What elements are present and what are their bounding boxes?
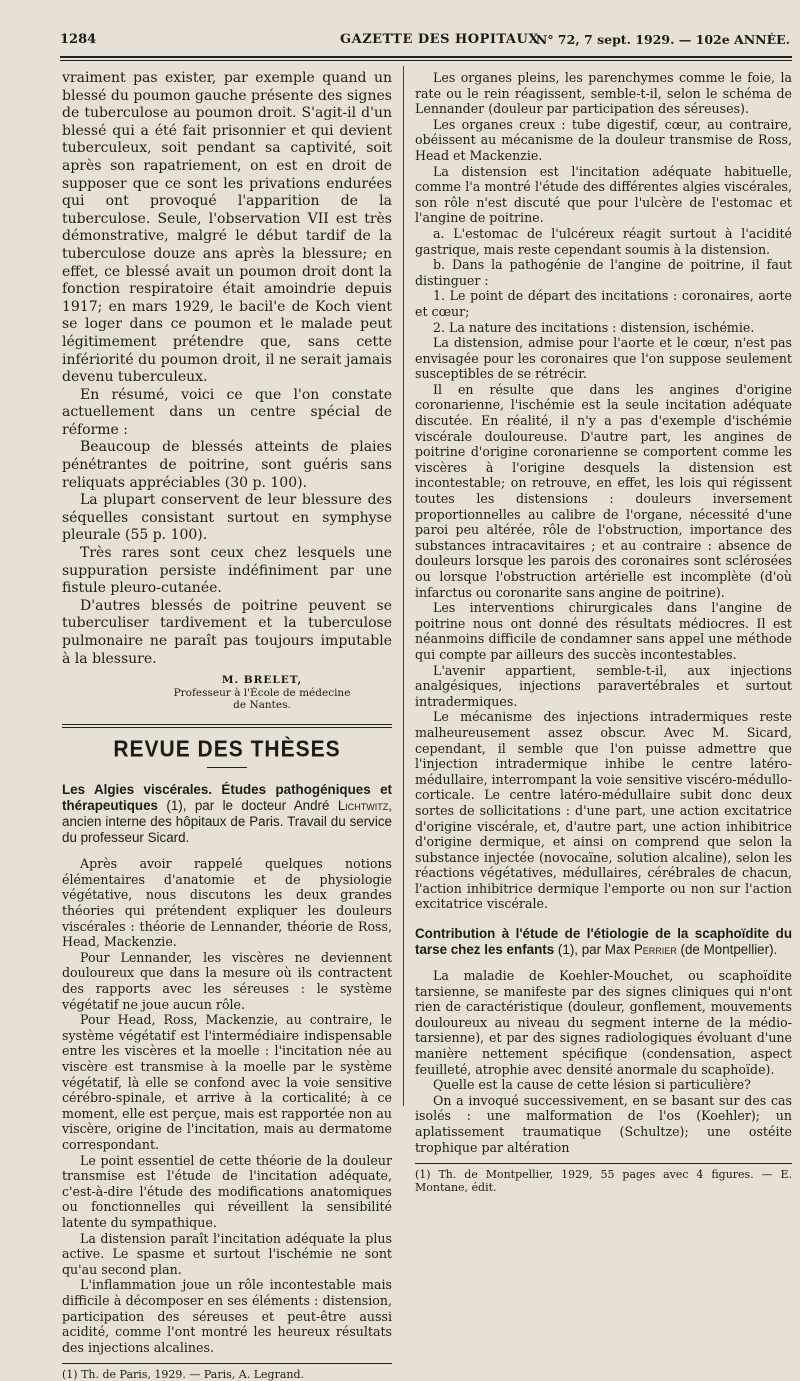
issue-info: N° 72, 7 sept. 1929. — 102e ANNÉE.: [535, 32, 790, 47]
paragraph: La maladie de Koehler-Mouchet, ou scaphoïdite tarsienne, se manifeste par des signes cliniques qui n'ont rien de caractéristique (douleur, gonflement, mouvements douloureux au niveau du segment interne de la médio-tarsienne), et par des signes radiologiques évoluant d'une manière nettement spécifique (condensation, aspect feuilleté, atrophie avec densité anormale du scaphoïde).: [415, 968, 792, 1077]
paragraph: Le mécanisme des injections intradermiques reste malheureusement assez obscur. Avec M. Sicard, cependant, il semble que l'on puisse admettre que l'injection intradermique inhibe le centre latéro-médullaire, interrompant la voie sensitive viscéro-médullo-corticale. Le centre latéro-médullaire subit donc deux sortes de sollicitations : d'une part, une action excitatrice d'origine viscérale, et, d'autre part, une action inhibitrice d'origine dermique, et ainsi on comprend que selon la substance injectée (novocaïne, solution alcaline), selon les réactions végétatives, médullaires, cérébrales de chacun, l'action inhibitrice dermique l'emporte ou non sur l'action excitatrice viscérale.: [415, 709, 792, 912]
paragraph: L'inflammation joue un rôle incontestable mais difficile à décomposer en ses éléments : distension, participation des séreuses et peut-être aussi acidité, comme l'ont montré les heureux résultats des injections alcalines.: [62, 1277, 392, 1355]
paragraph: a. L'estomac de l'ulcéreux réagit surtout à l'acidité gastrique, mais reste cependant soumis à la distension.: [415, 225, 792, 257]
paragraph: Quelle est la cause de cette lésion si particulière?: [433, 1077, 751, 1093]
article-title-ref: (1), par Max: [557, 942, 631, 958]
paragraph: Le point essentiel de cette théorie de la douleur transmise est l'étude de l'incitation adéquate, c'est-à-dire l'étude des modifications anatomiques ou fonctionnelles qui réveillent la sensibilité latente du sympathique.: [62, 1152, 392, 1230]
section-rule-thin: [62, 727, 392, 728]
title-ornament-rule: [207, 767, 247, 768]
paragraph: La distension est l'incitation adéquate habituelle, comme l'a montré l'étude des différentes algies viscérales, son rôle n'est discuté que pour l'ulcère de l'estomac et l'angine de poitrine.: [415, 163, 792, 226]
article-author: Lichtwitz: [337, 798, 389, 814]
footnote-rule: [62, 1363, 392, 1364]
header-rule-thin: [60, 60, 792, 61]
signature-place: de Nantes.: [233, 699, 291, 712]
paragraph: Les organes creux : tube digestif, cœur, au contraire, obéissent au mécanisme de la douleur transmise de Ross, Head et Mackenzie.: [415, 116, 792, 163]
journal-title: GAZETTE DES HOPITAUX: [340, 32, 539, 47]
paragraph: La distension paraît l'incitation adéquate la plus active. Le spasme et surtout l'ischémie ne sont qu'au second plan.: [62, 1230, 392, 1277]
paragraph: Les organes pleins, les parenchymes comme le foie, la rate ou le rein réagissent, semble-t-il, selon le schéma de Lennander (douleur par participation des séreuses).: [415, 70, 792, 117]
paragraph: Beaucoup de blessés atteints de plaies pénétrantes de poitrine, sont guéris sans reliquats appréciables (30 p. 100).: [62, 439, 392, 491]
signature-name: M. BRELET,: [221, 674, 303, 687]
footnote-rule: [415, 1163, 792, 1164]
right-column: [415, 70, 792, 1194]
paragraph: Après avoir rappelé quelques notions élémentaires d'anatomie et de physiologie végétative, nous discutons les deux grandes théories qui prétendent expliquer les douleurs viscérales : théorie de Lennander, théorie de Ross, Head, Mackenzie.: [62, 856, 392, 950]
footnote: (1) Th. de Montpellier, 1929, 55 pages avec 4 figures. — E. Montane, édit.: [415, 1168, 792, 1195]
paragraph: Les interventions chirurgicales dans l'angine de poitrine nous ont donné des résultats médiocres. Il est néanmoins difficile de condamner sans appel une méthode qui compte par ailleurs des succès incontestables.: [415, 600, 792, 662]
article-title: [415, 926, 792, 958]
paragraph: Il en résulte que dans les angines d'origine coronarienne, l'ischémie est la seule incitation adéquate discutée. En réalité, il n'y a pas d'exemple d'ischémie viscérale douloureuse. D'autre part, les angines de poitrine d'origine coronarienne se comportent comme les viscères à l'origine desquels la distension est incontestable; on retrouve, en effet, les lois qui régissent toutes les distensions : douleurs inversement proportionnelles au calibre de l'organe, nécessité d'une paroi peu altérée, rôle de l'obstruction, importance des substances intracavitaires ; et au contraire : absence de douleurs lorsque les parois des coronaires sont sclérosées ou lorsque l'obstruction artérielle est incomplète (d'où infarctus ou coronarite sans angine de poitrine).: [415, 381, 792, 600]
article-title-tail: , ancien interne des hôpitaux de Paris. Travail du service du professeur Sicard.: [62, 798, 392, 846]
section-title: REVUE DES THÈSES: [113, 736, 341, 762]
paragraph: L'avenir appartient, semble-t-il, aux injections analgésiques, injections paravertébrales et surtout intradermiques.: [415, 662, 792, 709]
paragraph: En résumé, voici ce que l'on constate actuellement dans un centre spécial de réforme :: [62, 386, 392, 438]
paragraph: La plupart conservent de leur blessure des séquelles consistant surtout en symphyse pleurale (55 p. 100).: [62, 492, 392, 544]
page-header: [60, 30, 790, 52]
paragraph: On a invoqué successivement, en se basant sur des cas isolés : une malformation de l'os (Koehler); un aplatissement traumatique (Schultze); une ostéite trophique par altération: [415, 1092, 792, 1155]
paragraph: Pour Head, Ross, Mackenzie, au contraire, le système végétatif est l'intermédiaire indispensable entre les viscères et la moelle : l'incitation née au viscère est transmise à la moelle par le système végétatif, là elle se confond avec la voie sensitive cérébro-spinale, et arrive à la corticalité; à ce moment, elle est perçue, mais est rapportée non au viscère, origine de l'incitation, mais au dermatome correspondant.: [62, 1012, 392, 1152]
section-rule: [62, 724, 392, 725]
paragraph: Très rares sont ceux chez lesquels une suppuration persiste indéfiniment par une fistule pleuro-cutanée.: [62, 545, 392, 597]
paragraph: D'autres blessés de poitrine peuvent se tuberculiser tardivement et la tuberculose pulmonaire ne paraît pas toujours imputable à la blessure.: [62, 597, 392, 667]
paragraph: b. Dans la pathogénie de l'angine de poitrine, il faut distinguer :: [415, 257, 792, 288]
paragraph: 2. La nature des incitations : distension, ischémie.: [433, 319, 755, 335]
paragraph: vraiment pas exister, par exemple quand un blessé du poumon gauche présente des signes de tuberculose au poumon droit. S'agit-il d'un blessé qui a été fait prisonnier et qui devient tuberculeux, soit pendant sa captivité, soit après son rapatriement, on est en droit de supposer que ce sont les privations endurées qui ont provoqué l'apparition de la tuberculose. Seule, l'observation VII est très démonstrative, malgré le début tardif de la tuberculose douze ans après la blessure; en effet, ce blessé avait un poumon droit dont la fonction respiratoire était amoindrie depuis 1917; en mars 1929, le bacil'e de Koch vient se loger dans ce poumon et le malade peut légitimement prétendre que, sans cette infériorité du poumon droit, il ne serait jamais devenu tuberculeux.: [62, 70, 392, 386]
paragraph: Pour Lennander, les viscères ne deviennent douloureux que dans la mesure où ils contractent des rapports avec les séreuses : le système végétatif ne joue aucun rôle.: [62, 949, 392, 1012]
article-author: Perrier: [633, 942, 677, 958]
article-title-ref: (1), par le docteur André: [166, 798, 330, 814]
signature-role: Professeur à l'École de médecine: [173, 686, 351, 699]
paragraph: La distension, admise pour l'aorte et le cœur, n'est pas envisagée pour les coronaires que l'on suppose seulement susceptibles de se rétrécir.: [415, 335, 792, 382]
article-title-bold: Contribution à l'étude de l'étiologie de la scaphoïdite du tarse chez les enfants: [415, 926, 792, 958]
article-title: [62, 782, 392, 846]
paragraph: 1. Le point de départ des incitations : coronaires, aorte et cœur;: [415, 288, 792, 319]
footnote: (1) Th. de Paris, 1929. — Paris, A. Legrand.: [62, 1368, 305, 1381]
page-number: 1284: [60, 32, 97, 47]
header-rule: [60, 56, 792, 58]
article-conclusion: [62, 70, 392, 668]
left-column: [62, 70, 392, 1381]
author-signature: [62, 674, 392, 712]
article-title-tail: (de Montpellier).: [680, 942, 778, 958]
article-title-bold: Les Algies viscérales. Études pathogéniques et thérapeutiques: [62, 782, 392, 814]
column-divider: [403, 66, 404, 1106]
